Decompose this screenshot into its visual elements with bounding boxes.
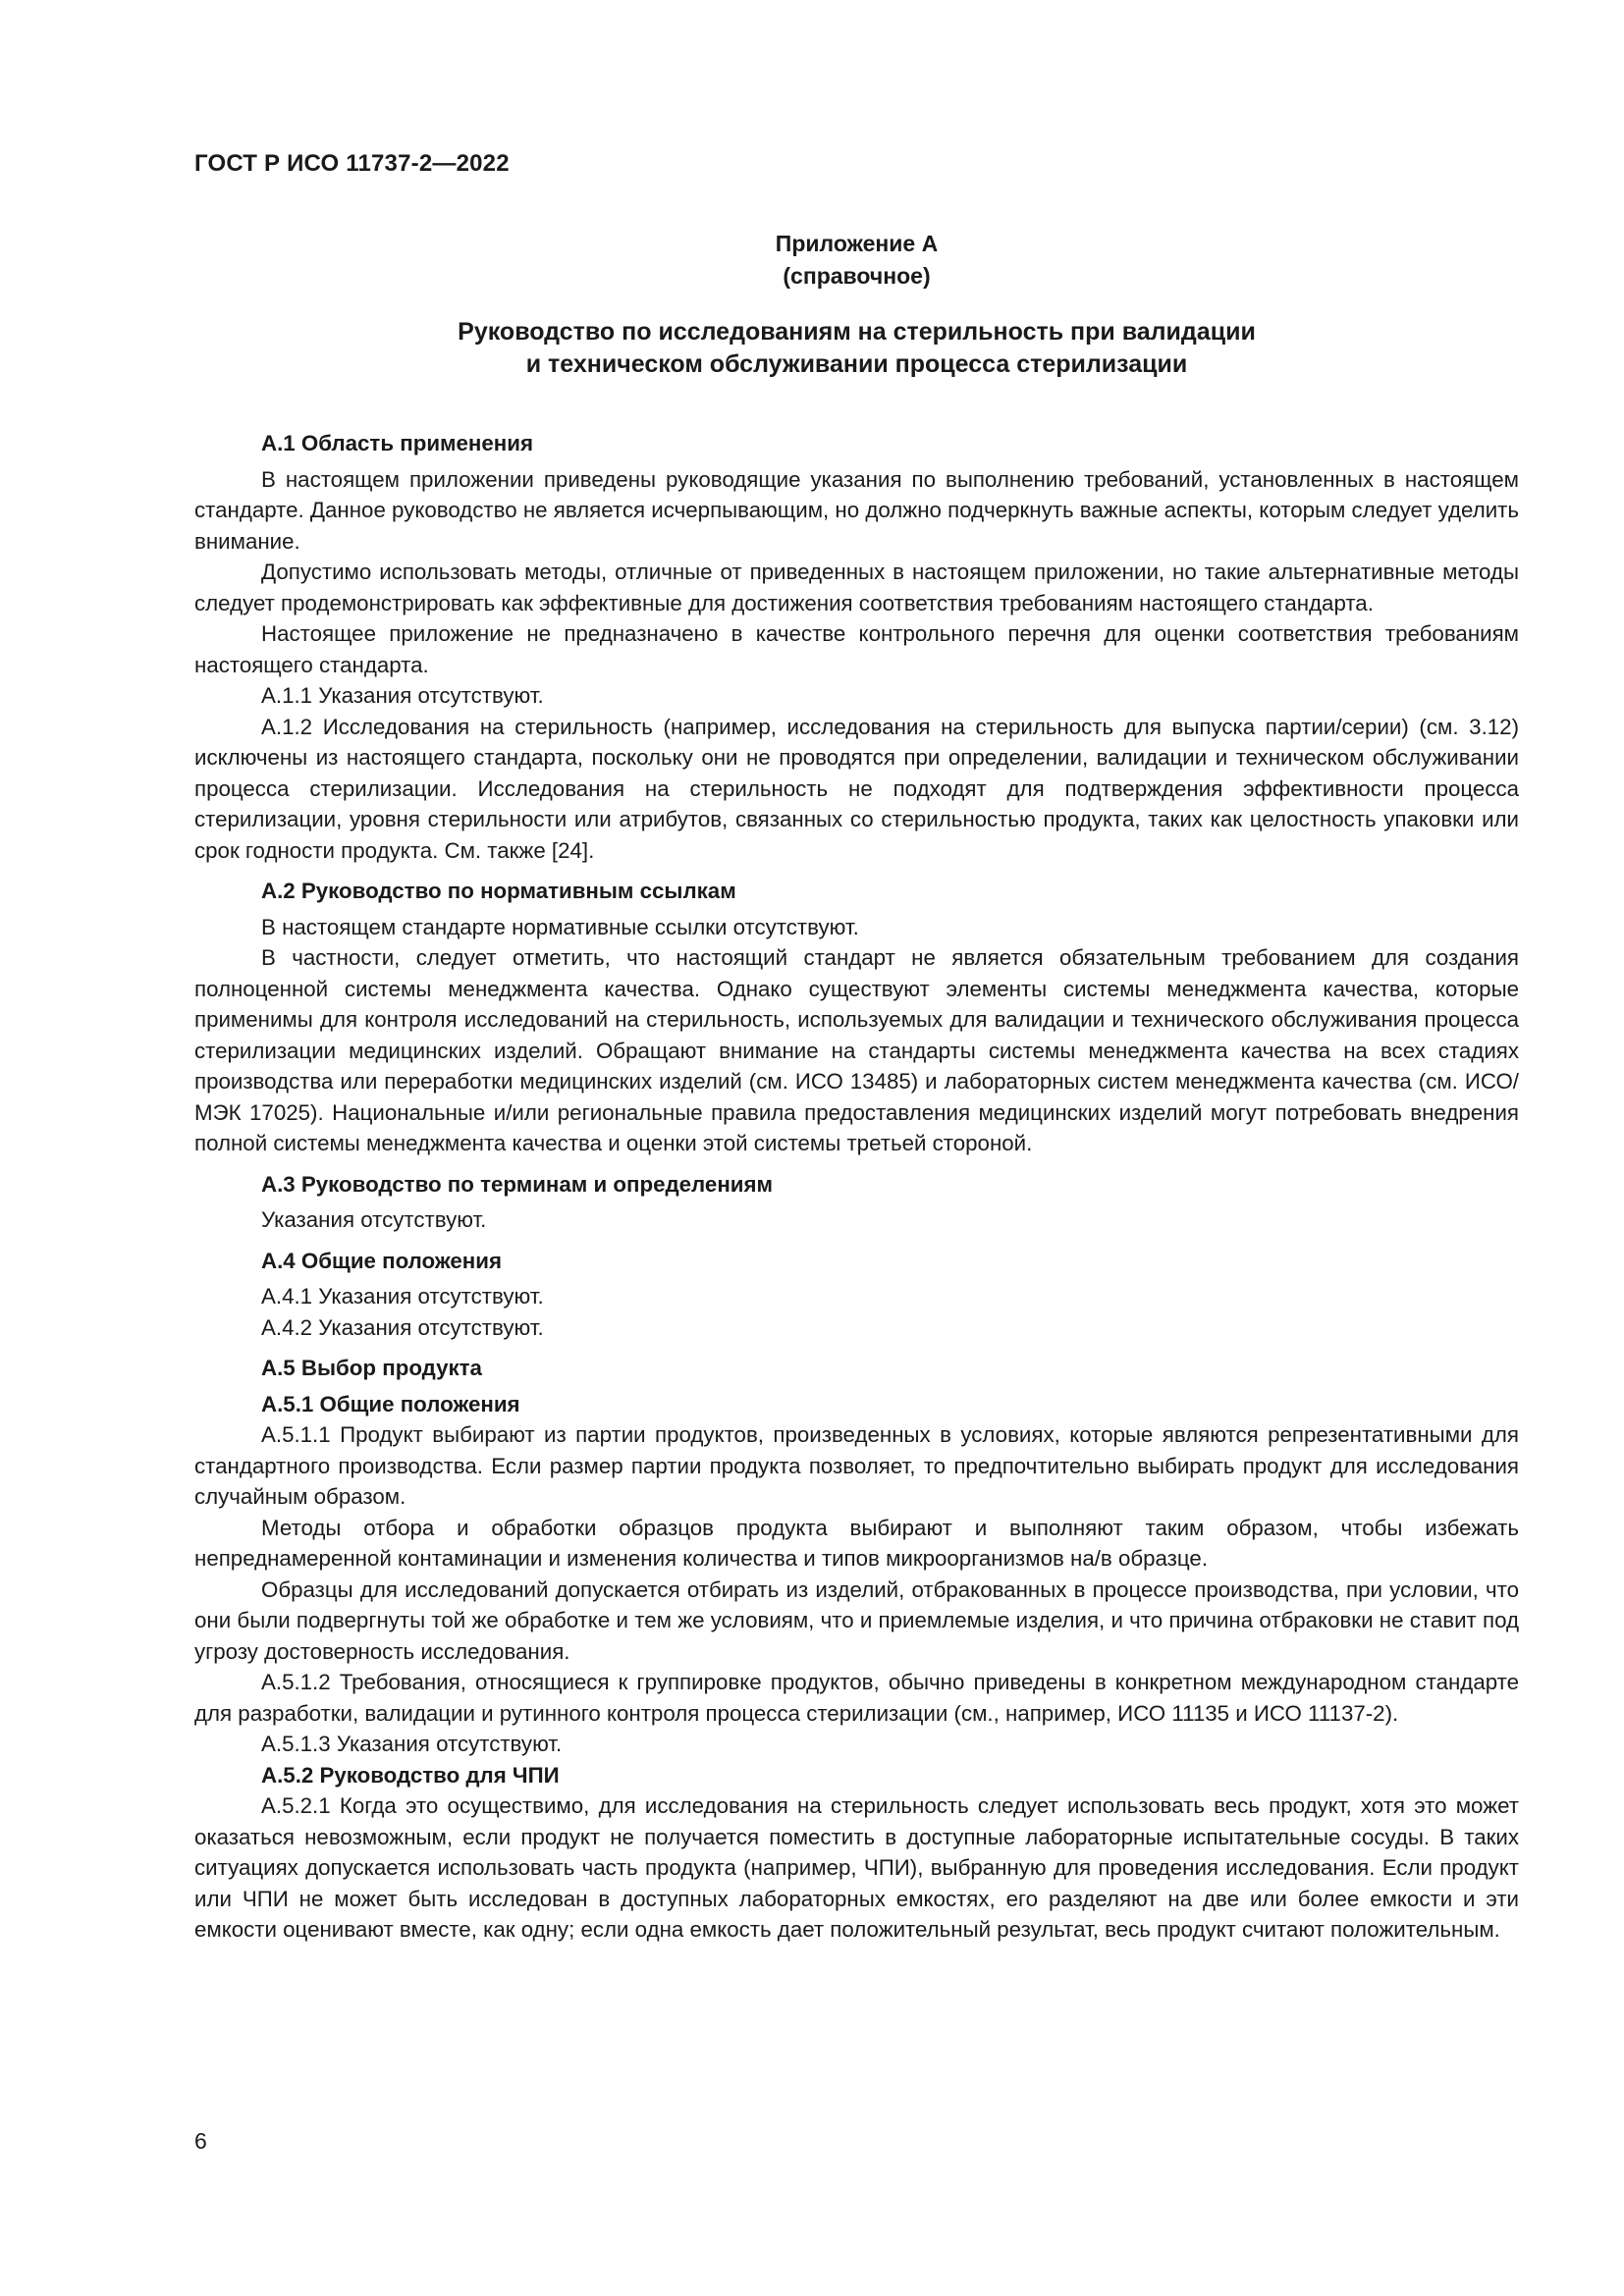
paragraph: А.5.1.1 Продукт выбирают из партии продуктов, произведенных в условиях, которые являются репрезентативными для стандартного производства. Если размер партии продукта позволяет, то предпочтительно выбирать продукт для исследования случайным образом. <box>194 1422 1519 1509</box>
paragraph: В настоящем приложении приведены руководящие указания по выполнению требований, установленных в настоящем стандарте. Данное руководство не является исчерпывающим, но должно подчеркнуть важные аспекты, которым следует уделить внимание. <box>194 466 1519 554</box>
section-heading-a1: А.1 Область применения <box>261 431 533 455</box>
paragraph: А.1.1 Указания отсутствуют. <box>261 683 544 708</box>
paragraph: А.5.1.2 Требования, относящиеся к группировке продуктов, обычно приведены в конкретном международном стандарте для разработки, валидации и рутинного контроля процесса стерилизации (см., например, ИСО 11135 и ИСО 11137-2). <box>194 1670 1519 1726</box>
paragraph: В частности, следует отметить, что настоящий стандарт не является обязательным требованием для создания полноценной системы менеджмента качества. Однако существуют элементы системы менеджмента качества, которые применимы для контроля исследований на стерильность, используемых для валидации и технического обслуживания процесса стерилизации медицинских изделий. Обращают внимание на стандарты системы менеджмента качества на всех стадиях производства или переработки медицинских изделий (см. ИСО 13485) и лабораторных систем менеджмента качества (см. ИСО/МЭК 17025). Национальные и/или региональные правила предоставления медицинских изделий могут потребовать внедрения полной системы менеджмента качества и оценки этой системы третьей стороной. <box>194 945 1519 1155</box>
paragraph: А.4.2 Указания отсутствуют. <box>261 1314 544 1340</box>
annex-label: Приложение А <box>775 231 939 256</box>
document-number-header: ГОСТ Р ИСО 11737-2—2022 <box>194 150 510 177</box>
section-heading-a5: А.5 Выбор продукта <box>261 1356 482 1380</box>
annex-title-line-2: и техническом обслуживании процесса стерилизации <box>525 350 1188 378</box>
paragraph: А.4.1 Указания отсутствуют. <box>261 1284 544 1308</box>
paragraph: Методы отбора и обработки образцов продукта выбирают и выполняют таким образом, чтобы избежать непреднамеренной контаминации и изменения количества и типов микроорганизмов на/в образце. <box>194 1515 1519 1571</box>
paragraph: А.5.1.3 Указания отсутствуют. <box>261 1732 563 1756</box>
section-heading-a2: А.2 Руководство по нормативным ссылкам <box>261 879 736 903</box>
document-body <box>194 428 1519 1946</box>
page-number: 6 <box>194 2128 207 2154</box>
paragraph: Образцы для исследований допускается отбирать из изделий, отбракованных в процессе производства, при условии, что они были подвергнуты той же обработке и тем же условиям, что и приемлемые изделия, и что причина отбраковки не ставит под угрозу достоверность исследования. <box>194 1576 1519 1664</box>
paragraph: Настоящее приложение не предназначено в качестве контрольного перечня для оценки соответствия требованиям настоящего стандарта. <box>194 621 1519 677</box>
subsection-heading-a5-2: А.5.2 Руководство для ЧПИ <box>261 1762 560 1788</box>
paragraph: Указания отсутствуют. <box>261 1207 487 1232</box>
paragraph: А.1.2 Исследования на стерильность (например, исследования на стерильность для выпуска партии/серии) (см. 3.12) исключены из настоящего стандарта, поскольку они не проводятся при определении, валидации и техническом обслуживании процесса стерилизации. Исследования на стерильность не подходят для подтверждения эффективности процесса стерилизации, уровня стерильности или атрибутов, связанных со стерильностью продукта, таких как целостность упаковки или срок годности продукта. См. также [24]. <box>194 714 1519 863</box>
section-heading-a4: А.4 Общие положения <box>261 1248 502 1273</box>
annex-label-block <box>194 228 1519 293</box>
paragraph: В настоящем стандарте нормативные ссылки отсутствуют. <box>261 914 859 939</box>
annex-kind: (справочное) <box>783 263 931 289</box>
annex-title-line-1: Руководство по исследованиям на стерильность при валидации <box>458 318 1256 346</box>
paragraph: Допустимо использовать методы, отличные от приведенных в настоящем приложении, но такие альтернативные методы следует продемонстрировать как эффективные для достижения соответствия требованиям настоящего стандарта. <box>194 560 1519 615</box>
paragraph: А.5.2.1 Когда это осуществимо, для исследования на стерильность следует использовать весь продукт, хотя это может оказаться невозможным, если продукт не получается поместить в доступные лабораторные испытательные сосуды. В таких ситуациях допускается использовать часть продукта (например, ЧПИ), выбранную для проведения исследования. Если продукт или ЧПИ не может быть исследован в доступных лабораторных емкостях, его разделяют на две или более емкости и эти емкости оценивают вместе, как одну; если одна емкость дает положительный результат, весь продукт считают положительным. <box>194 1793 1519 1942</box>
annex-title-block <box>194 316 1519 381</box>
subsection-heading-a5-1: А.5.1 Общие положения <box>261 1391 520 1416</box>
section-heading-a3: А.3 Руководство по терминам и определениям <box>261 1171 773 1197</box>
